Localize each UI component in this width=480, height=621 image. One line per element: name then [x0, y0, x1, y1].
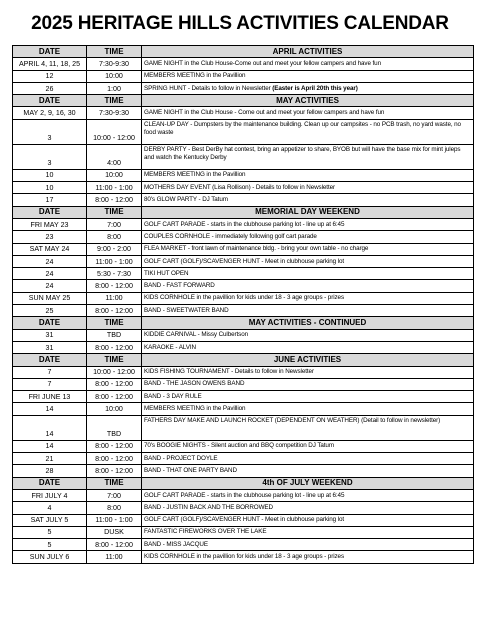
- event-date: 4: [13, 502, 87, 514]
- event-description-text: GOLF CART PARADE - starts in the clubhouse parking lot - line up at 6:45: [144, 491, 345, 499]
- table-row: [13, 465, 474, 477]
- event-time: 10:00: [87, 403, 142, 415]
- table-row: [13, 268, 474, 280]
- event-description: [142, 280, 474, 292]
- event-date: 26: [13, 82, 87, 94]
- activities-calendar-table: [12, 45, 474, 564]
- table-row: [13, 341, 474, 353]
- event-description: [142, 182, 474, 194]
- event-time: 8:00 - 12:00: [87, 341, 142, 353]
- event-description: [142, 514, 474, 526]
- event-description: [142, 231, 474, 243]
- event-date: 14: [13, 440, 87, 452]
- event-description-text: TIKI HUT OPEN: [144, 269, 189, 277]
- event-description-text: FATHERS DAY MAKE AND LAUNCH ROCKET (DEPENDENT ON WEATHER) (Detail to follow in newsletter): [144, 416, 441, 424]
- table-row: [13, 58, 474, 70]
- event-time: 11:00 - 1:00: [87, 182, 142, 194]
- page-title: 2025 HERITAGE HILLS ACTIVITIES CALENDAR: [31, 13, 449, 34]
- event-time: 8:00 - 12:00: [87, 194, 142, 206]
- table-row: [13, 231, 474, 243]
- event-time: 7:00: [87, 218, 142, 230]
- event-description: [142, 169, 474, 181]
- date-column-header: DATE: [13, 206, 87, 218]
- date-column-header: DATE: [13, 95, 87, 107]
- table-row: [13, 169, 474, 181]
- event-date: SUN MAY 25: [13, 292, 87, 304]
- event-description-text: 80's GLOW PARTY - DJ Tatum: [144, 196, 228, 204]
- event-date: MAY 2, 9, 16, 30: [13, 107, 87, 119]
- event-date: 5: [13, 526, 87, 538]
- event-time: 8:00 - 12:00: [87, 440, 142, 452]
- event-time: 8:00: [87, 502, 142, 514]
- event-description: [142, 329, 474, 341]
- event-description-text: SPRING HUNT - Details to follow in Newsletter: [144, 84, 273, 92]
- event-description-text: KIDS FISHING TOURNAMENT - Details to follow in Newsletter: [144, 368, 314, 376]
- event-date: 3: [13, 119, 87, 144]
- date-column-header: DATE: [13, 354, 87, 366]
- event-description: [142, 366, 474, 378]
- table-row: [13, 255, 474, 267]
- event-note-bold: (Easter is April 20th this year): [272, 84, 358, 92]
- event-time: 10:00: [87, 70, 142, 82]
- event-date: 12: [13, 70, 87, 82]
- section-header-row: [13, 477, 474, 489]
- event-date: FRI JULY 4: [13, 489, 87, 501]
- event-date: 23: [13, 231, 87, 243]
- event-description-text: BAND - FAST FORWARD: [144, 282, 215, 290]
- event-time: 8:00 - 12:00: [87, 305, 142, 317]
- event-time: 9:00 - 2:00: [87, 243, 142, 255]
- event-date: 3: [13, 144, 87, 169]
- event-description: [142, 378, 474, 390]
- event-description: [142, 502, 474, 514]
- event-description: [142, 391, 474, 403]
- event-time: 11:00 - 1:00: [87, 255, 142, 267]
- event-description-text: KIDS CORNHOLE in the pavillion for kids under 18 - 3 age groups - prizes: [144, 553, 344, 561]
- section-header-row: [13, 206, 474, 218]
- event-date: 5: [13, 539, 87, 551]
- table-row: [13, 119, 474, 144]
- event-description-text: GOLF CART (GOLF)/SCAVENGER HUNT - Meet in clubhouse parking lot: [144, 516, 345, 524]
- event-time: 7:30-9:30: [87, 58, 142, 70]
- event-description: [142, 268, 474, 280]
- section-header-row: [13, 317, 474, 329]
- table-row: [13, 403, 474, 415]
- event-time: DUSK: [87, 526, 142, 538]
- section-heading: MAY ACTIVITIES - CONTINUED: [142, 317, 474, 329]
- event-time: 1:00: [87, 82, 142, 94]
- event-time: 7:00: [87, 489, 142, 501]
- event-time: 10:00 - 12:00: [87, 366, 142, 378]
- date-column-header: DATE: [13, 46, 87, 58]
- event-date: 10: [13, 182, 87, 194]
- table-row: [13, 305, 474, 317]
- section-heading: 4th OF JULY WEEKEND: [142, 477, 474, 489]
- event-description: [142, 107, 474, 119]
- event-description: [142, 82, 474, 94]
- table-row: [13, 82, 474, 94]
- table-row: [13, 453, 474, 465]
- event-description-text: COUPLES CORNHOLE - immediately following golf cart parade: [144, 232, 317, 240]
- event-description-text: KIDS CORNHOLE in the pavillion for kids under 18 - 3 age groups - prizes: [144, 294, 344, 302]
- event-description: [142, 58, 474, 70]
- date-column-header: DATE: [13, 477, 87, 489]
- table-row: [13, 243, 474, 255]
- event-date: 14: [13, 403, 87, 415]
- event-description-text: CLEAN-UP DAY - Dumpsters by the maintenance building. Clean up our campsites - no PCB trash, no yard waste, no food waste: [144, 120, 461, 137]
- event-time: 4:00: [87, 144, 142, 169]
- event-description-text: MEMBERS MEETING in the Pavillion: [144, 72, 246, 80]
- event-date: FRI MAY 23: [13, 218, 87, 230]
- event-description: [142, 551, 474, 563]
- time-column-header: TIME: [87, 95, 142, 107]
- table-row: [13, 514, 474, 526]
- event-description-text: DERBY PARTY - Best DerBy hat contest, bring an appetizer to share, BYOB but will have the base mix for mint juleps and watch the Kentucky Derby: [144, 145, 461, 162]
- event-description: [142, 70, 474, 82]
- calendar-body: [13, 46, 474, 564]
- event-description-text: FANTASTIC FIREWORKS OVER THE LAKE: [144, 528, 267, 536]
- event-description: [142, 119, 474, 144]
- date-column-header: DATE: [13, 317, 87, 329]
- event-description-text: BAND - 3 DAY RULE: [144, 392, 202, 400]
- event-time: 5:30 - 7:30: [87, 268, 142, 280]
- table-row: [13, 280, 474, 292]
- event-time: 10:00: [87, 169, 142, 181]
- event-description-text: GOLF CART PARADE - starts in the clubhouse parking lot - line up at 6:45: [144, 220, 345, 228]
- section-heading: JUNE ACTIVITIES: [142, 354, 474, 366]
- event-description-text: FLEA MARKET - front lawn of maintenance bldg. - bring your own table - no charge: [144, 245, 369, 253]
- event-time: 11:00: [87, 292, 142, 304]
- event-description: [142, 415, 474, 440]
- event-date: 25: [13, 305, 87, 317]
- event-date: 17: [13, 194, 87, 206]
- event-description: [142, 243, 474, 255]
- event-description-text: BAND - PROJECT DOYLE: [144, 454, 218, 462]
- event-description-text: GOLF CART (GOLF)/SCAVENGER HUNT - Meet in clubhouse parking lot: [144, 257, 345, 265]
- event-time: 11:00 - 1:00: [87, 514, 142, 526]
- event-time: 8:00 - 12:00: [87, 539, 142, 551]
- event-date: APRIL 4, 11, 18, 25: [13, 58, 87, 70]
- event-time: 10:00 - 12:00: [87, 119, 142, 144]
- table-row: [13, 144, 474, 169]
- event-description-text: KARAOKE - ALVIN: [144, 343, 196, 351]
- event-description-text: KIDDIE CARNIVAL - Missy Culbertson: [144, 331, 249, 339]
- table-row: [13, 107, 474, 119]
- time-column-header: TIME: [87, 46, 142, 58]
- time-column-header: TIME: [87, 354, 142, 366]
- event-date: 7: [13, 378, 87, 390]
- table-row: [13, 292, 474, 304]
- event-date: SAT JULY 5: [13, 514, 87, 526]
- event-time: 8:00 - 12:00: [87, 378, 142, 390]
- event-description-text: BAND - SWEETWATER BAND: [144, 306, 229, 314]
- section-heading: MEMORIAL DAY WEEKEND: [142, 206, 474, 218]
- event-time: TBD: [87, 415, 142, 440]
- event-date: SAT MAY 24: [13, 243, 87, 255]
- event-date: 24: [13, 280, 87, 292]
- event-time: TBD: [87, 329, 142, 341]
- event-description-text: BAND - THAT ONE PARTY BAND: [144, 466, 237, 474]
- event-description: [142, 194, 474, 206]
- section-header-row: [13, 95, 474, 107]
- event-date: 24: [13, 255, 87, 267]
- event-description-text: BAND - THE JASON OWENS BAND: [144, 380, 245, 388]
- event-time: 11:00: [87, 551, 142, 563]
- table-row: [13, 526, 474, 538]
- event-description: [142, 255, 474, 267]
- event-description: [142, 305, 474, 317]
- event-description: [142, 341, 474, 353]
- event-date: 21: [13, 453, 87, 465]
- table-row: [13, 218, 474, 230]
- table-row: [13, 366, 474, 378]
- event-description: [142, 144, 474, 169]
- event-description: [142, 489, 474, 501]
- event-time: 8:00 - 12:00: [87, 453, 142, 465]
- section-heading: MAY ACTIVITIES: [142, 95, 474, 107]
- table-row: [13, 182, 474, 194]
- event-description-text: BAND - MISS JACQUE: [144, 540, 208, 548]
- time-column-header: TIME: [87, 206, 142, 218]
- event-description-text: MEMBERS MEETING in the Pavillion: [144, 405, 246, 413]
- event-description-text: MOTHERS DAY EVENT (Lisa Rollison) - Details to follow in Newsletter: [144, 183, 336, 191]
- event-description: [142, 465, 474, 477]
- event-description: [142, 526, 474, 538]
- event-time: 8:00: [87, 231, 142, 243]
- event-description: [142, 539, 474, 551]
- event-time: 8:00 - 12:00: [87, 465, 142, 477]
- time-column-header: TIME: [87, 477, 142, 489]
- event-date: 14: [13, 415, 87, 440]
- event-description-text: 70's BOOGIE NIGHTS - Silent auction and BBQ competition DJ Tatum: [144, 442, 334, 450]
- event-date: 24: [13, 268, 87, 280]
- table-row: [13, 391, 474, 403]
- table-row: [13, 378, 474, 390]
- section-header-row: [13, 354, 474, 366]
- event-date: FRI JUNE 13: [13, 391, 87, 403]
- event-description-text: MEMBERS MEETING in the Pavillion: [144, 171, 246, 179]
- section-heading: APRIL ACTIVITIES: [142, 46, 474, 58]
- event-time: 8:00 - 12:00: [87, 280, 142, 292]
- table-row: [13, 440, 474, 452]
- event-time: 7:30-9:30: [87, 107, 142, 119]
- event-date: 31: [13, 341, 87, 353]
- event-date: 28: [13, 465, 87, 477]
- event-date: 10: [13, 169, 87, 181]
- table-row: [13, 551, 474, 563]
- event-time: 8:00 - 12:00: [87, 391, 142, 403]
- event-description: [142, 218, 474, 230]
- event-description: [142, 403, 474, 415]
- event-date: 31: [13, 329, 87, 341]
- event-description-text: BAND - JUSTIN BACK AND THE BORROWED: [144, 503, 273, 511]
- table-row: [13, 329, 474, 341]
- event-description: [142, 292, 474, 304]
- section-header-row: [13, 46, 474, 58]
- table-row: [13, 502, 474, 514]
- table-row: [13, 70, 474, 82]
- event-description-text: GAME NIGHT in the Club House-Come out and meet your fellow campers and have fun: [144, 59, 381, 67]
- event-date: SUN JULY 6: [13, 551, 87, 563]
- table-row: [13, 489, 474, 501]
- event-date: 7: [13, 366, 87, 378]
- table-row: [13, 415, 474, 440]
- event-description-text: GAME NIGHT in the Club House - Come out and meet your fellow campers and have fun: [144, 109, 385, 117]
- event-description: [142, 440, 474, 452]
- event-description: [142, 453, 474, 465]
- table-row: [13, 194, 474, 206]
- table-row: [13, 539, 474, 551]
- time-column-header: TIME: [87, 317, 142, 329]
